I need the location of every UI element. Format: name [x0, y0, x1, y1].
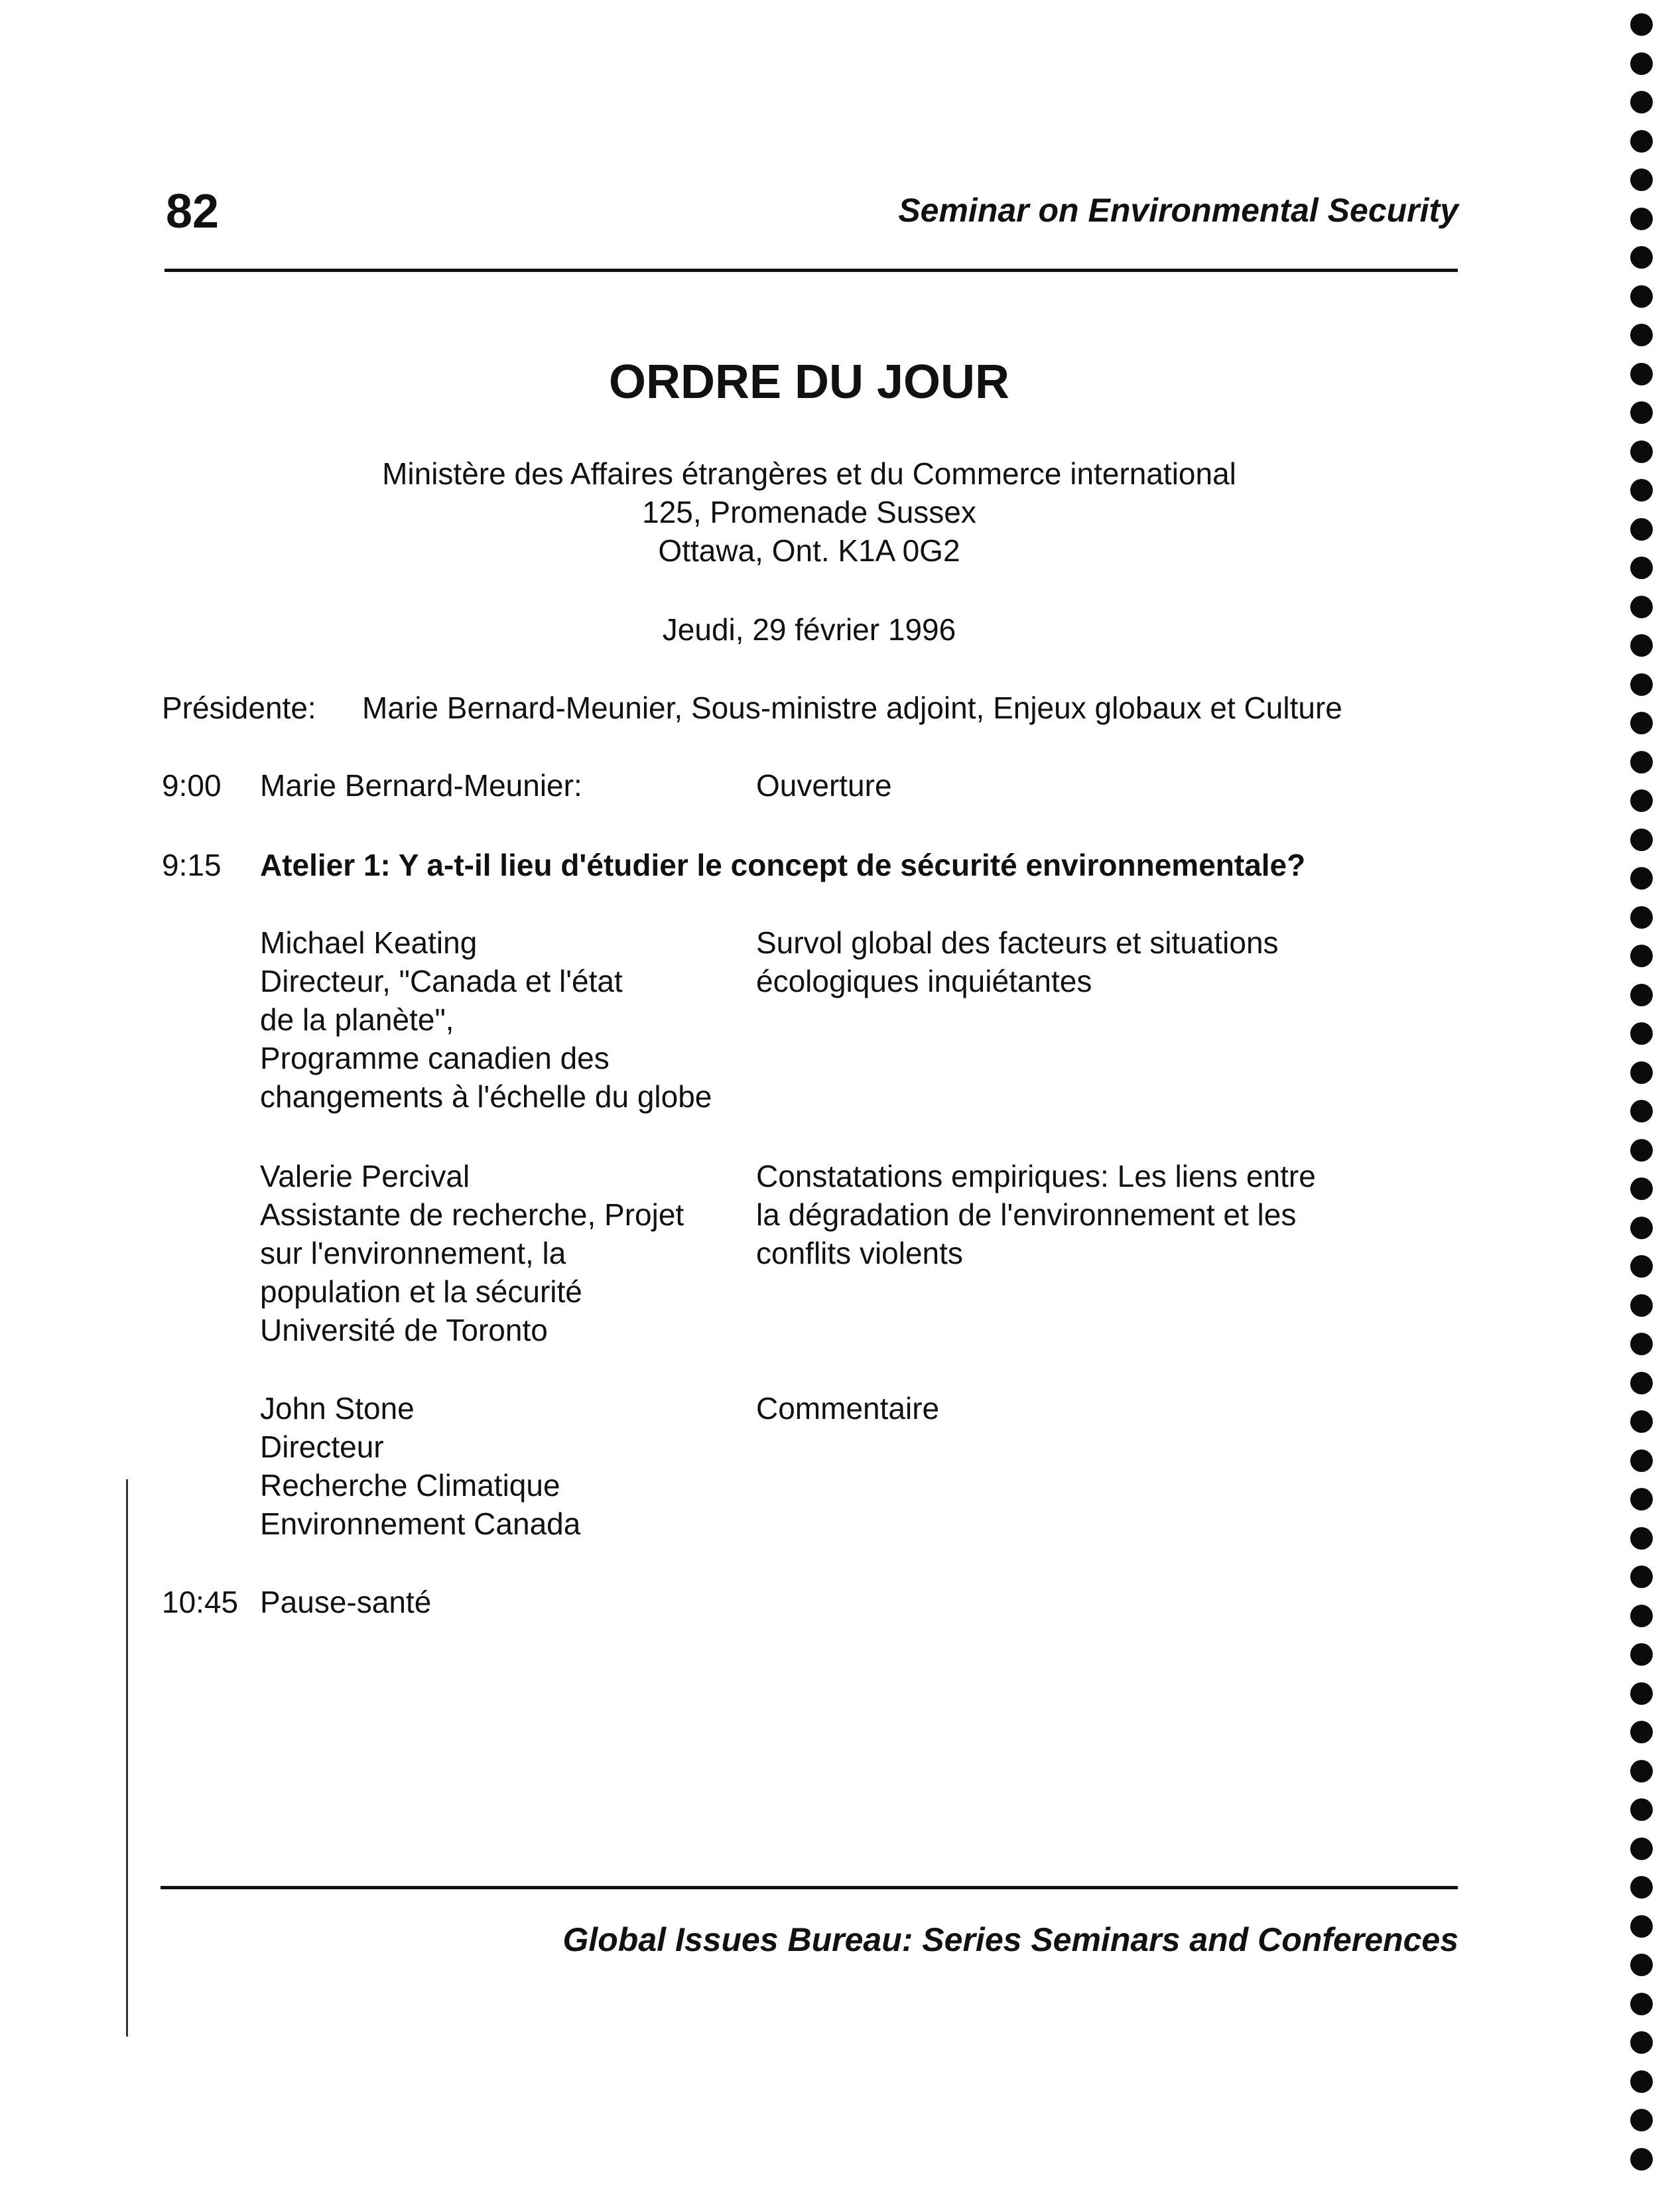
speaker-2-affiliation-line: Université de Toronto	[260, 1313, 548, 1347]
binding-hole	[1630, 1643, 1653, 1666]
binding-hole	[1630, 1100, 1653, 1122]
speaker-1-name: Michael Keating	[260, 925, 478, 960]
binding-hole	[1630, 1527, 1653, 1550]
binding-hole	[1630, 363, 1653, 385]
speaker-2-affiliation-line: population et la sécurité	[260, 1274, 582, 1309]
binding-hole	[1630, 440, 1653, 463]
speaker-3-affiliation-line: Environnement Canada	[260, 1507, 581, 1541]
binding-hole	[1630, 634, 1653, 657]
binding-hole	[1630, 401, 1653, 424]
opening-topic: Ouverture	[756, 768, 892, 803]
binding-hole	[1630, 2109, 1653, 2131]
opening-time: 9:00	[162, 768, 222, 803]
binding-hole	[1630, 130, 1653, 153]
speaker-1-topic-line: Survol global des facteurs et situations	[756, 925, 1279, 960]
break-label: Pause-santé	[260, 1585, 432, 1619]
chair-label: Présidente:	[162, 691, 316, 725]
workshop-time: 9:15	[162, 848, 222, 882]
binding-hole	[1630, 1449, 1653, 1472]
footer-text: Global Issues Bureau: Series Seminars and Conferences	[562, 1921, 1458, 1958]
binding-hole	[1630, 1022, 1653, 1045]
binding-hole	[1630, 1993, 1653, 2015]
binding-hole	[1630, 557, 1653, 579]
speaker-2-topic-line: conflits violents	[756, 1236, 963, 1270]
address-line-1: Ministère des Affaires étrangères et du Commerce international	[382, 456, 1236, 491]
chair-value: Marie Bernard-Meunier, Sous-ministre adjoint, Enjeux globaux et Culture	[362, 691, 1342, 725]
binding-hole	[1630, 285, 1653, 308]
margin-scan-line	[126, 1479, 128, 2037]
speaker-2-affiliation-line: sur l'environnement, la	[260, 1236, 566, 1270]
binding-hole	[1630, 1566, 1653, 1588]
page-number: 82	[166, 185, 220, 238]
binding-hole	[1630, 906, 1653, 929]
binding-hole	[1630, 1255, 1653, 1278]
binding-hole	[1630, 712, 1653, 734]
speaker-1-topic-line: écologiques inquiétantes	[756, 964, 1092, 998]
binding-hole	[1630, 1838, 1653, 1860]
speaker-2-topic-line: la dégradation de l'environnement et les	[756, 1197, 1297, 1232]
binding-hole	[1630, 1333, 1653, 1355]
binding-hole	[1630, 829, 1653, 851]
speaker-3-block	[260, 1389, 580, 1543]
binding-hole	[1630, 1139, 1653, 1162]
page-title: ORDRE DU JOUR	[608, 356, 1010, 409]
binding-hole	[1630, 324, 1653, 346]
address-line-3: Ottawa, Ont. K1A 0G2	[658, 533, 960, 568]
speaker-3-name: John Stone	[260, 1391, 415, 1426]
binding-hole	[1630, 1798, 1653, 1821]
binding-hole	[1630, 1488, 1653, 1510]
binding-hole	[1630, 2148, 1653, 2171]
speaker-1-affiliation-line: changements à l'échelle du globe	[260, 1079, 712, 1114]
speaker-3-affiliation-line: Directeur	[260, 1430, 384, 1464]
speaker-2-topic	[756, 1157, 1316, 1272]
binding-hole	[1630, 2070, 1653, 2093]
speaker-1-block	[260, 923, 712, 1116]
binding-hole	[1630, 1721, 1653, 1743]
binding-hole	[1630, 246, 1653, 269]
speaker-1-affiliation-line: Programme canadien des	[260, 1041, 610, 1075]
speaker-3-affiliation-line: Recherche Climatique	[260, 1468, 560, 1503]
binding-hole	[1630, 596, 1653, 618]
speaker-2-name: Valerie Percival	[260, 1159, 470, 1193]
binding-hole	[1630, 789, 1653, 812]
binding-hole	[1630, 1954, 1653, 1976]
running-title: Seminar on Environmental Security	[898, 192, 1458, 229]
binding-hole	[1630, 479, 1653, 502]
header-rule	[164, 269, 1458, 272]
address-block	[0, 454, 1618, 570]
speaker-2-topic-line: Constatations empiriques: Les liens entre	[756, 1159, 1316, 1193]
meeting-date: Jeudi, 29 février 1996	[662, 612, 956, 647]
spiral-binding-holes	[1626, 13, 1666, 2202]
binding-hole	[1630, 1760, 1653, 1782]
speaker-2-block	[260, 1157, 684, 1349]
binding-hole	[1630, 1177, 1653, 1200]
break-time: 10:45	[162, 1585, 239, 1619]
speaker-3-topic-line: Commentaire	[756, 1391, 940, 1426]
binding-hole	[1630, 673, 1653, 696]
binding-hole	[1630, 1410, 1653, 1433]
binding-hole	[1630, 1372, 1653, 1394]
binding-hole	[1630, 91, 1653, 113]
speaker-2-affiliation-line: Assistante de recherche, Projet	[260, 1197, 684, 1232]
binding-hole	[1630, 751, 1653, 773]
speaker-1-topic	[756, 923, 1279, 1000]
binding-hole	[1630, 945, 1653, 967]
footer-rule	[161, 1886, 1458, 1889]
binding-hole	[1630, 2031, 1653, 2054]
binding-hole	[1630, 1294, 1653, 1317]
address-line-2: 125, Promenade Sussex	[642, 495, 976, 529]
binding-hole	[1630, 1217, 1653, 1239]
binding-hole	[1630, 1915, 1653, 1938]
binding-hole	[1630, 1605, 1653, 1627]
binding-hole	[1630, 1682, 1653, 1705]
binding-hole	[1630, 52, 1653, 75]
binding-hole	[1630, 13, 1653, 36]
speaker-1-affiliation-line: Directeur, "Canada et l'état	[260, 964, 623, 998]
opening-speaker: Marie Bernard-Meunier:	[260, 768, 582, 803]
binding-hole	[1630, 984, 1653, 1006]
binding-hole	[1630, 867, 1653, 890]
speaker-3-topic	[756, 1389, 939, 1428]
binding-hole	[1630, 1061, 1653, 1084]
speaker-1-affiliation-line: de la planète",	[260, 1002, 454, 1037]
binding-hole	[1630, 1876, 1653, 1899]
workshop-title: Atelier 1: Y a-t-il lieu d'étudier le concept de sécurité environnementale?	[260, 848, 1306, 882]
binding-hole	[1630, 168, 1653, 191]
binding-hole	[1630, 208, 1653, 230]
binding-hole	[1630, 518, 1653, 541]
